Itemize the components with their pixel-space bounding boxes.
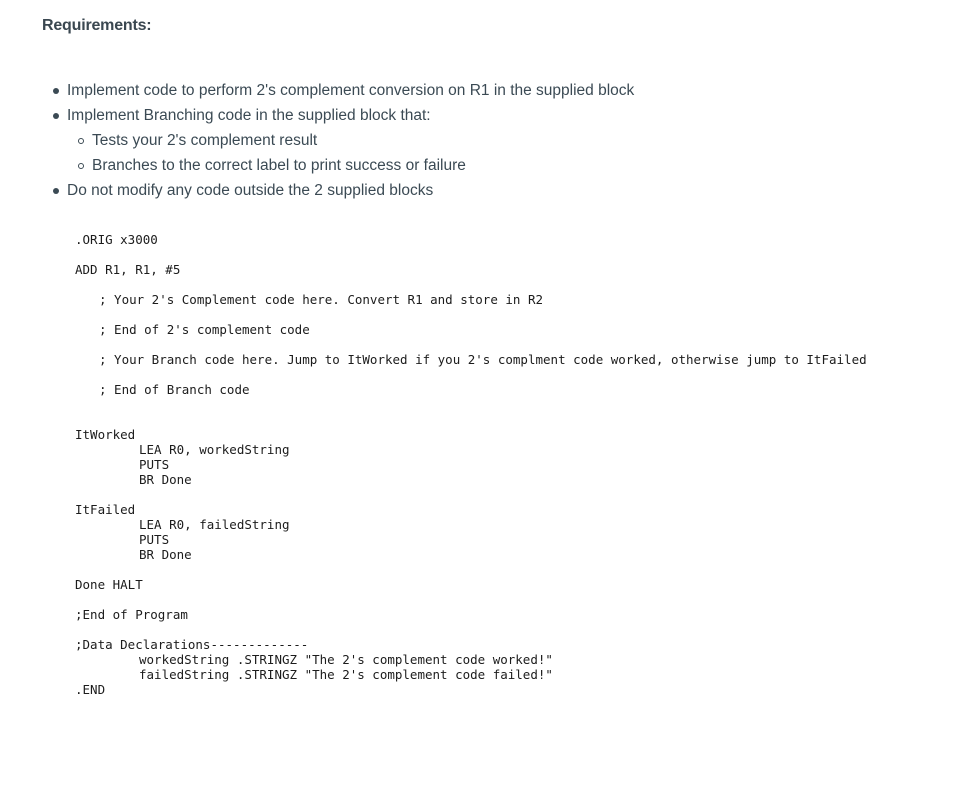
code-label-itfailed: ItFailed: [75, 502, 136, 517]
code-line-itfailed-br: BR Done: [139, 547, 192, 562]
code-line-itworked-lea: LEA R0, workedString: [139, 442, 290, 457]
circle-bullet-icon: [78, 138, 84, 144]
code-line-itworked-puts: PUTS: [139, 457, 170, 472]
circle-bullet-icon: [78, 163, 84, 169]
list-item-text: Implement code to perform 2's complement conversion on R1 in the supplied block: [67, 82, 635, 99]
list-item-text: Do not modify any code outside the 2 supplied blocks: [67, 182, 434, 199]
list-item-text: Implement Branching code in the supplied block that:: [67, 107, 431, 124]
code-line-orig: .ORIG x3000: [75, 232, 158, 247]
bullet-icon: [53, 188, 59, 194]
code-line-failed-string: failedString .STRINGZ "The 2's complement code failed!": [139, 667, 553, 682]
code-line-worked-string: workedString .STRINGZ "The 2's complement code worked!": [139, 652, 553, 667]
code-comment-end-branch: ; End of Branch code: [99, 382, 250, 397]
code-comment-end-program: ;End of Program: [75, 607, 188, 622]
code-comment-branch: ; Your Branch code here. Jump to ItWorked if you 2's complment code worked, otherwise jump to ItFailed: [99, 352, 867, 367]
code-line-itfailed-puts: PUTS: [139, 532, 170, 547]
code-line-add: ADD R1, R1, #5: [75, 262, 181, 277]
bullet-icon: [53, 88, 59, 94]
list-item-text: Tests your 2's complement result: [92, 132, 318, 149]
bullet-icon: [53, 113, 59, 119]
list-item-text: Branches to the correct label to print success or failure: [92, 157, 466, 174]
code-line-itfailed-lea: LEA R0, failedString: [139, 517, 290, 532]
requirements-heading: Requirements:: [42, 17, 152, 34]
code-comment-data-decl: ;Data Declarations-------------: [75, 637, 309, 652]
code-label-itworked: ItWorked: [75, 427, 136, 442]
code-comment-twos: ; Your 2's Complement code here. Convert R1 and store in R2: [99, 292, 544, 307]
code-line-done: Done HALT: [75, 577, 143, 592]
code-comment-end-twos: ; End of 2's complement code: [99, 322, 310, 337]
code-line-end: .END: [75, 682, 106, 697]
code-line-itworked-br: BR Done: [139, 472, 192, 487]
